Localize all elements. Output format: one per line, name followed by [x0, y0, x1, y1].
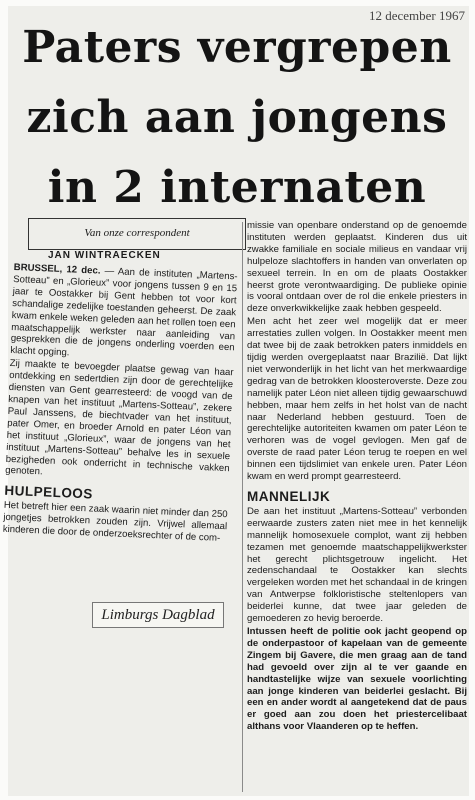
paragraph: De aan het instituut „Martens-Sotteau” verbonden eerwaarde zusters zaten niet mee in het kennelijk mannelijk homosexuele complot, want zij hebben tezamen met genoemde maatschappelijkwerkster het gerecht plichtsgetrouw ingelicht. Het zedenschandaal te Oostakker kan slechts vergeleken worden met het schandaal in de kringen van Antwerpse folkloristische steltenlopers van beiderlei kunne, dat twee jaar geleden de gemoederen zo hevig beroerde. [247, 505, 467, 625]
dateline: BRUSSEL, 12 dec. [13, 262, 101, 277]
left-column [2, 262, 237, 546]
headline-line-2: zich aan jongens [26, 92, 448, 143]
publication-date: 12 december 1967 [368, 8, 465, 23]
paragraph: Het betreft hier een zaak waarin niet minder dan 250 jongetjes betrokken zouden zijn. Vrijwel allemaal kinderen die door de onderzoeksrechter of de com- [2, 500, 228, 544]
paragraph: Zij maakte te bevoegder plaatse gewag van haar ontdekking en sedertdien zijn door de gerechtelijke diensten van Gent gearresteerd: de voogd van de knapen van het instituut „Martens-Sotteau”, zekere Paul Janssens, de biechtvader van het instituut, pater Omer, en broeder Arnold en pater Léon van het instituut „Glorieux”, waar de jongens van het instituut „Martens-Sotteau” behalve les in sexuele bezigheden ook onderricht in technische vakken genoten. [5, 358, 234, 478]
headline-line-1: Paters vergrepen [22, 22, 452, 73]
byline: JAN WINTRAECKEN [48, 250, 161, 261]
column-divider [242, 222, 243, 792]
right-column [247, 220, 467, 734]
headline-line-3: in 2 internaten [47, 162, 427, 213]
headline [12, 13, 462, 223]
newspaper-logo: Limburgs Dagblad [92, 602, 224, 628]
correspondent-box: Van onze correspondent [28, 218, 246, 250]
paragraph-lead [10, 262, 238, 367]
paragraph: missie van openbare onderstand op de genoemde instituten werden geplaatst. Kinderen dus uit zwakke familiale en sociale milieus en vandaar vrij hulpeloze slachtoffers in handen van onverlaten op sexueel terrein. In en om de plaats Oostakker heerst grote verontwaardiging. De publieke opinie is vooral ontdaan over de rol die enkele priesters in deze onverkwikkelijke zaak hebben gespeeld. [247, 220, 467, 315]
paragraph-bold: Intussen heeft de politie ook jacht geopend op de onderpastoor of kapelaan van de gemeente Zingem bij Gavere, die men graag aan de tand had gevoeld over zijn al te ver gaande en handtastelijke wijze van sexuele voorlichting aan jonge kinderen van beiderlei geslacht. Bij een en ander wordt al aangetekend dat de paus er goed aan zou doen het priestercelibaat althans voor Vlaanderen op te heffen. [247, 626, 467, 733]
paragraph: Men acht het zeer wel mogelijk dat er meer arrestaties zullen volgen. In Oostakker meent men dat twee bij de zaak betrokken paters inmiddels en tijdig werden overgeplaatst naar Brazilië. Dat lijkt niet verwonderlijk in het licht van het merkwaardige gedrag van de betrokken kloosteroverste. Deze zou namelijk pater Léon niet alleen tijdig gewaarschuwd hebben, maar hem zelfs in het holst van de nacht naar Nederland hebben gestuurd. Toen de gerechtelijke autoriteiten kwamen om pater Léon te verhoren was de vogel gevlogen. Men gaf de overste de raad pater Léon terug te roepen en wel binnen een tijdslimiet van enkele uren. Pater Léon kwam en werd prompt gearresteerd. [247, 316, 467, 483]
subheading-mannelijk: MANNELIJK [247, 488, 331, 504]
subheading-hulpeloos: HULPELOOS [4, 483, 94, 502]
lead-text: — Aan de instituten „Martens-Sotteau” en „Glorieux” voor jongens tussen 9 en 15 jaar te Oostakker bij Gent hebben tot voor kort schandalige zedelijke toestanden geheerst. De zaak kwam enkele weken geleden aan het rollen toen een maatschappelijk werkster naar aanleiding van gesprekken die de jongens onderling voerden een klacht opging. [10, 265, 238, 359]
